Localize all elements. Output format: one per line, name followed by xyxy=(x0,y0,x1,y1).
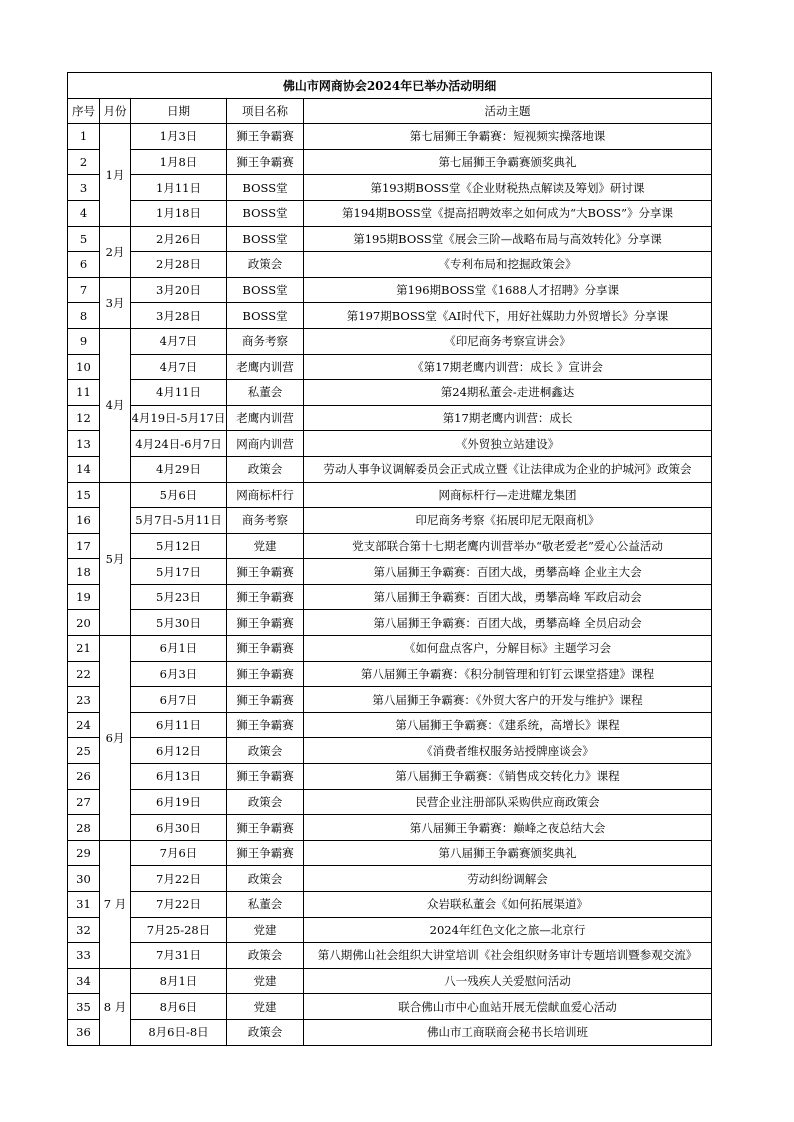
row-topic: 第八届狮王争霸赛颁奖典礼 xyxy=(304,840,712,866)
row-no: 12 xyxy=(68,405,100,431)
row-topic: 网商标杆行—走进耀龙集团 xyxy=(304,482,712,508)
row-item: 狮王争霸赛 xyxy=(227,661,304,687)
row-date: 6月3日 xyxy=(131,661,227,687)
row-date: 4月7日 xyxy=(131,328,227,354)
table-row xyxy=(68,994,712,1020)
row-topic: 第八届狮王争霸赛：巅峰之夜总结大会 xyxy=(304,815,712,841)
row-item: BOSS堂 xyxy=(227,303,304,329)
row-topic: 民营企业注册部队采购供应商政策会 xyxy=(304,789,712,815)
table-row xyxy=(68,815,712,841)
row-topic: 联合佛山市中心血站开展无偿献血爱心活动 xyxy=(304,994,712,1020)
table-row xyxy=(68,456,712,482)
row-date: 1月11日 xyxy=(131,175,227,201)
row-item: 商务考察 xyxy=(227,508,304,534)
row-no: 4 xyxy=(68,200,100,226)
row-no: 28 xyxy=(68,815,100,841)
table-row xyxy=(68,354,712,380)
row-no: 30 xyxy=(68,866,100,892)
row-topic: 第17期老鹰内训营：成长 xyxy=(304,405,712,431)
table-row xyxy=(68,840,712,866)
row-no: 9 xyxy=(68,328,100,354)
table-row xyxy=(68,610,712,636)
row-topic: 第24期私董会-走进桐鑫达 xyxy=(304,380,712,406)
row-topic: 第195期BOSS堂《展会三阶—战略布局与高效转化》分享课 xyxy=(304,226,712,252)
row-topic: 《印尼商务考察宣讲会》 xyxy=(304,328,712,354)
row-item: 政策会 xyxy=(227,943,304,969)
row-item: 私董会 xyxy=(227,380,304,406)
row-item: 政策会 xyxy=(227,1019,304,1045)
row-topic: 劳动纠纷调解会 xyxy=(304,866,712,892)
row-topic: 《第17期老鹰内训营：成长 》宣讲会 xyxy=(304,354,712,380)
row-topic: 第八届狮王争霸赛：百团大战，勇攀高峰 企业主大会 xyxy=(304,559,712,585)
row-item: 私董会 xyxy=(227,892,304,918)
table-row xyxy=(68,1019,712,1045)
row-no: 34 xyxy=(68,968,100,994)
row-item: 狮王争霸赛 xyxy=(227,840,304,866)
header-row xyxy=(68,98,712,124)
table-row xyxy=(68,328,712,354)
month-cell: 4月 xyxy=(100,328,131,482)
row-no: 7 xyxy=(68,277,100,303)
row-date: 6月1日 xyxy=(131,636,227,662)
row-item: 老鹰内训营 xyxy=(227,405,304,431)
row-item: 党建 xyxy=(227,994,304,1020)
table-row xyxy=(68,405,712,431)
row-item: 网商标杆行 xyxy=(227,482,304,508)
row-no: 2 xyxy=(68,149,100,175)
table-row xyxy=(68,200,712,226)
row-date: 3月20日 xyxy=(131,277,227,303)
title-row xyxy=(68,73,712,99)
row-item: 狮王争霸赛 xyxy=(227,610,304,636)
row-topic: 《消费者维权服务站授牌座谈会》 xyxy=(304,738,712,764)
row-item: 政策会 xyxy=(227,252,304,278)
row-no: 32 xyxy=(68,917,100,943)
month-cell: 5月 xyxy=(100,482,131,636)
row-topic: 劳动人事争议调解委员会正式成立暨《让法律成为企业的护城河》政策会 xyxy=(304,456,712,482)
row-topic: 印尼商务考察《拓展印尼无限商机》 xyxy=(304,508,712,534)
row-topic: 第196期BOSS堂《1688人才招聘》分享课 xyxy=(304,277,712,303)
row-topic: 党支部联合第十七期老鹰内训营举办“敬老爱老”爱心公益活动 xyxy=(304,533,712,559)
table-row xyxy=(68,277,712,303)
table-row xyxy=(68,892,712,918)
row-no: 36 xyxy=(68,1019,100,1045)
row-no: 13 xyxy=(68,431,100,457)
header-topic: 活动主题 xyxy=(304,98,712,124)
month-cell: 2月 xyxy=(100,226,131,277)
table-row xyxy=(68,482,712,508)
row-no: 3 xyxy=(68,175,100,201)
table-row xyxy=(68,149,712,175)
row-topic: 第七届狮王争霸赛颁奖典礼 xyxy=(304,149,712,175)
row-item: 狮王争霸赛 xyxy=(227,815,304,841)
row-date: 7月31日 xyxy=(131,943,227,969)
row-item: 狮王争霸赛 xyxy=(227,584,304,610)
row-item: 狮王争霸赛 xyxy=(227,764,304,790)
row-date: 4月11日 xyxy=(131,380,227,406)
header-item: 项目名称 xyxy=(227,98,304,124)
row-date: 1月18日 xyxy=(131,200,227,226)
row-no: 22 xyxy=(68,661,100,687)
table-row xyxy=(68,252,712,278)
row-item: 政策会 xyxy=(227,866,304,892)
row-topic: 第八届狮王争霸赛：百团大战，勇攀高峰 军政启动会 xyxy=(304,584,712,610)
row-item: 政策会 xyxy=(227,738,304,764)
table-row xyxy=(68,968,712,994)
table-row xyxy=(68,866,712,892)
row-item: 狮王争霸赛 xyxy=(227,636,304,662)
table-row xyxy=(68,738,712,764)
table-row xyxy=(68,764,712,790)
row-date: 6月7日 xyxy=(131,687,227,713)
row-date: 5月7日-5月11日 xyxy=(131,508,227,534)
table-row xyxy=(68,508,712,534)
row-item: 狮王争霸赛 xyxy=(227,124,304,150)
table-row xyxy=(68,687,712,713)
row-date: 4月7日 xyxy=(131,354,227,380)
header-no: 序号 xyxy=(68,98,100,124)
row-no: 10 xyxy=(68,354,100,380)
row-date: 2月26日 xyxy=(131,226,227,252)
table-row xyxy=(68,431,712,457)
row-no: 24 xyxy=(68,712,100,738)
row-no: 16 xyxy=(68,508,100,534)
row-date: 7月22日 xyxy=(131,866,227,892)
row-no: 15 xyxy=(68,482,100,508)
row-item: 狮王争霸赛 xyxy=(227,149,304,175)
row-no: 6 xyxy=(68,252,100,278)
row-no: 11 xyxy=(68,380,100,406)
row-topic: 第七届狮王争霸赛：短视频实操落地课 xyxy=(304,124,712,150)
row-no: 5 xyxy=(68,226,100,252)
row-item: 政策会 xyxy=(227,456,304,482)
table-row xyxy=(68,380,712,406)
row-item: 商务考察 xyxy=(227,328,304,354)
row-date: 5月30日 xyxy=(131,610,227,636)
row-date: 4月24日-6月7日 xyxy=(131,431,227,457)
row-date: 5月12日 xyxy=(131,533,227,559)
table-title: 佛山市网商协会2024年已举办活动明细 xyxy=(68,73,712,99)
row-no: 17 xyxy=(68,533,100,559)
row-date: 3月28日 xyxy=(131,303,227,329)
row-topic: 2024年红色文化之旅—北京行 xyxy=(304,917,712,943)
row-no: 26 xyxy=(68,764,100,790)
table-row xyxy=(68,559,712,585)
row-topic: 佛山市工商联商会秘书长培训班 xyxy=(304,1019,712,1045)
row-date: 6月19日 xyxy=(131,789,227,815)
row-no: 19 xyxy=(68,584,100,610)
row-date: 6月11日 xyxy=(131,712,227,738)
row-item: 政策会 xyxy=(227,789,304,815)
row-no: 25 xyxy=(68,738,100,764)
row-item: 党建 xyxy=(227,533,304,559)
row-topic: 《专利布局和挖掘政策会》 xyxy=(304,252,712,278)
row-topic: 第八届狮王争霸赛：《销售成交转化力》课程 xyxy=(304,764,712,790)
row-topic: 《外贸独立站建设》 xyxy=(304,431,712,457)
month-cell: 1月 xyxy=(100,124,131,226)
row-no: 1 xyxy=(68,124,100,150)
row-date: 4月19日-5月17日 xyxy=(131,405,227,431)
table-row xyxy=(68,303,712,329)
row-item: BOSS堂 xyxy=(227,277,304,303)
row-date: 7月25-28日 xyxy=(131,917,227,943)
row-no: 31 xyxy=(68,892,100,918)
table-row xyxy=(68,584,712,610)
row-no: 8 xyxy=(68,303,100,329)
row-no: 35 xyxy=(68,994,100,1020)
row-no: 29 xyxy=(68,840,100,866)
row-topic: 《如何盘点客户，分解目标》主题学习会 xyxy=(304,636,712,662)
row-item: 党建 xyxy=(227,968,304,994)
row-no: 18 xyxy=(68,559,100,585)
month-cell: 7 月 xyxy=(100,840,131,968)
row-date: 7月6日 xyxy=(131,840,227,866)
row-topic: 第194期BOSS堂《提高招聘效率之如何成为“大BOSS”》分享课 xyxy=(304,200,712,226)
row-item: 党建 xyxy=(227,917,304,943)
row-item: 狮王争霸赛 xyxy=(227,559,304,585)
row-no: 14 xyxy=(68,456,100,482)
table-row xyxy=(68,124,712,150)
row-topic: 第八届狮王争霸赛：《建系统，高增长》课程 xyxy=(304,712,712,738)
row-item: 狮王争霸赛 xyxy=(227,712,304,738)
row-date: 8月6日 xyxy=(131,994,227,1020)
month-cell: 8 月 xyxy=(100,968,131,1045)
row-no: 20 xyxy=(68,610,100,636)
row-date: 7月22日 xyxy=(131,892,227,918)
header-date: 日期 xyxy=(131,98,227,124)
row-date: 8月1日 xyxy=(131,968,227,994)
table-row xyxy=(68,789,712,815)
row-topic: 第八期佛山社会组织大讲堂培训《社会组织财务审计专题培训暨参观交流》 xyxy=(304,943,712,969)
row-topic: 第193期BOSS堂《企业财税热点解读及筹划》研讨课 xyxy=(304,175,712,201)
row-topic: 众岩联私董会《如何拓展渠道》 xyxy=(304,892,712,918)
row-date: 6月13日 xyxy=(131,764,227,790)
row-topic: 第八届狮王争霸赛：《外贸大客户的开发与维护》课程 xyxy=(304,687,712,713)
row-date: 8月6日-8日 xyxy=(131,1019,227,1045)
table-row xyxy=(68,636,712,662)
activity-table xyxy=(67,72,712,1046)
row-no: 33 xyxy=(68,943,100,969)
row-item: BOSS堂 xyxy=(227,175,304,201)
row-date: 6月12日 xyxy=(131,738,227,764)
month-cell: 3月 xyxy=(100,277,131,328)
row-item: 老鹰内训营 xyxy=(227,354,304,380)
row-topic: 第八届狮王争霸赛：百团大战，勇攀高峰 全员启动会 xyxy=(304,610,712,636)
row-item: 网商内训营 xyxy=(227,431,304,457)
table-row xyxy=(68,226,712,252)
row-date: 5月23日 xyxy=(131,584,227,610)
table-row xyxy=(68,917,712,943)
row-date: 1月3日 xyxy=(131,124,227,150)
row-item: 狮王争霸赛 xyxy=(227,687,304,713)
row-topic: 第八届狮王争霸赛：《积分制管理和钉钉云课堂搭建》课程 xyxy=(304,661,712,687)
row-date: 2月28日 xyxy=(131,252,227,278)
row-date: 5月17日 xyxy=(131,559,227,585)
row-no: 21 xyxy=(68,636,100,662)
row-no: 23 xyxy=(68,687,100,713)
row-topic: 八一残疾人关爱慰问活动 xyxy=(304,968,712,994)
row-date: 6月30日 xyxy=(131,815,227,841)
table-row xyxy=(68,943,712,969)
row-date: 5月6日 xyxy=(131,482,227,508)
row-date: 4月29日 xyxy=(131,456,227,482)
table-row xyxy=(68,533,712,559)
row-topic: 第197期BOSS堂《AI时代下，用好社媒助力外贸增长》分享课 xyxy=(304,303,712,329)
row-no: 27 xyxy=(68,789,100,815)
table-row xyxy=(68,712,712,738)
table-row xyxy=(68,661,712,687)
header-month: 月份 xyxy=(100,98,131,124)
month-cell: 6月 xyxy=(100,636,131,841)
row-date: 1月8日 xyxy=(131,149,227,175)
table-row xyxy=(68,175,712,201)
row-item: BOSS堂 xyxy=(227,226,304,252)
row-item: BOSS堂 xyxy=(227,200,304,226)
